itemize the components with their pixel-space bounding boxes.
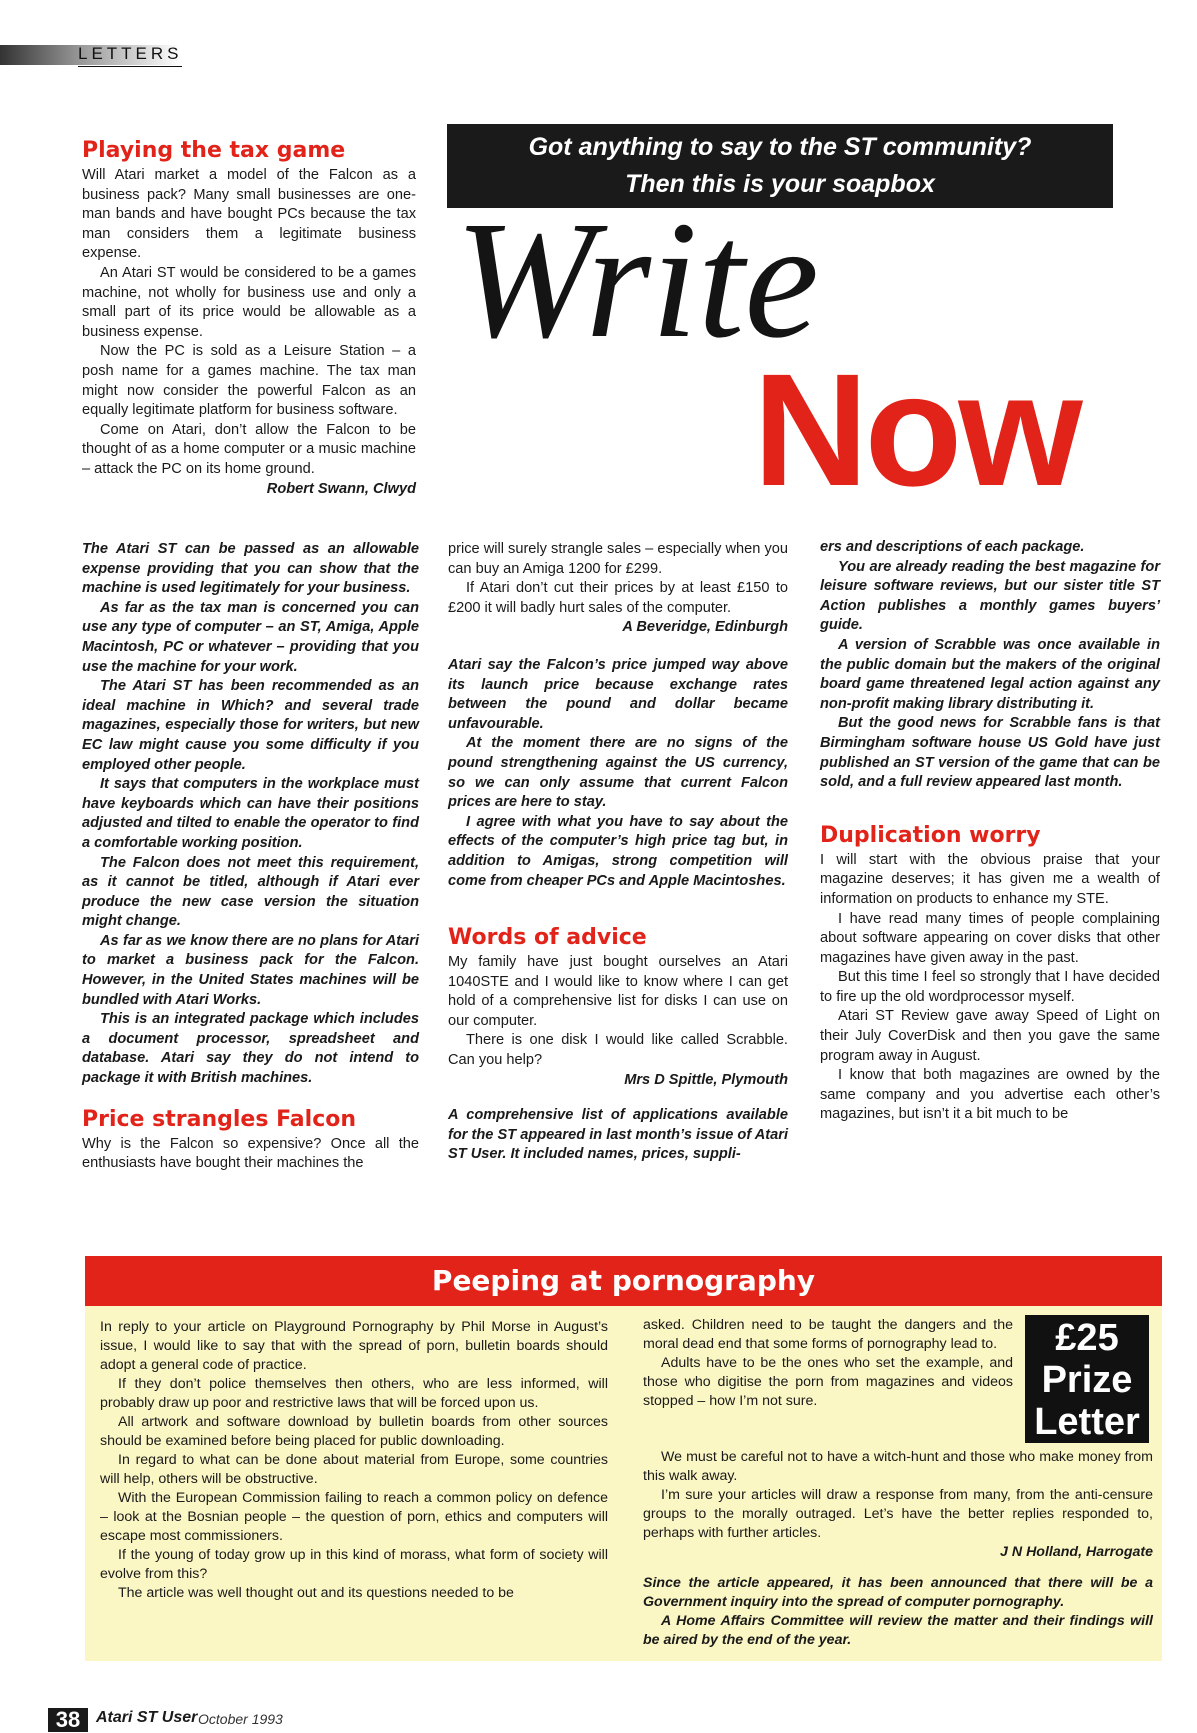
- letter-price-cont: [448, 540, 788, 1165]
- reply-tax: [82, 540, 419, 1174]
- letter-heading: Words of advice: [448, 925, 647, 951]
- letter-paragraph: We must be careful not to have a witch-hunt and those who make money from this walk away.: [643, 1449, 1153, 1484]
- letter-signature: A Beveridge, Edinburgh: [622, 619, 788, 636]
- letter-paragraph: The article was well thought out and its questions needed to be: [118, 1585, 514, 1601]
- prize-badge: [1025, 1315, 1149, 1443]
- editor-reply: This is an integrated package which includes a document processor, spreadsheet and database. Atari say they do not intend to package it with British machines.: [82, 1011, 419, 1087]
- section-label: LETTERS: [78, 44, 183, 63]
- prize-letter-left: [100, 1318, 608, 1603]
- editor-reply: I agree with what you have to say about the effects of the computer’s high price tag but, in addition to Amigas, strong competition will come from cheaper PCs and Apple Macintoshes.: [448, 813, 788, 889]
- letter-paragraph: Now the PC is sold as a Leisure Station – a posh name for a games machine. The tax man might now consider the powerful Falcon as an equally legitimate platform for business software.: [82, 343, 416, 419]
- editor-reply: It says that computers in the workplace must have keyboards which can have their positions adjusted and tilted to enable the operator to find a comfortable working position.: [82, 776, 419, 851]
- letter-signature: Robert Swann, Clwyd: [266, 480, 416, 497]
- prize-label: Letter: [1034, 1401, 1140, 1443]
- section-rule: [78, 66, 182, 67]
- letter-heading: Playing the tax game: [82, 138, 346, 163]
- editor-reply: Atari say the Falcon’s price jumped way above its launch price because exchange rates between the pound and dollar became unfavourable.: [448, 656, 788, 732]
- letter-signature: J N Holland, Harrogate: [1000, 1544, 1153, 1560]
- editor-reply: But the good news for Scrabble fans is that Birmingham software house US Gold have just published an ST version of the game that can be sold, and a full review appeared last month.: [820, 715, 1160, 791]
- title-write: Write: [455, 187, 819, 373]
- letter-paragraph: I will start with the obvious praise that your magazine deserves; it has given me a wealth of information on products to enhance my STE.: [820, 851, 1160, 907]
- letter-paragraph: My family have just bought ourselves an Atari 1040STE and I would like to know where I can get hold of a comprehensive list for disks I can use on our computer.: [448, 954, 788, 1029]
- letter-paragraph: asked. Children need to be taught the dangers and the moral dead end that some forms of pornography lead to.: [643, 1317, 1013, 1352]
- letter-paragraph: I have read many times of people complaining about software appearing on cover disks that other magazines have given away in the past.: [820, 910, 1160, 966]
- letter-paragraph: If they don’t police themselves then others, who are less informed, will probably draw up poor and restrictive laws that will be forced upon us.: [100, 1376, 608, 1411]
- magazine-name: Atari ST User: [96, 1709, 198, 1726]
- letter-tax: [82, 138, 416, 499]
- editor-reply: ers and descriptions of each package.: [820, 539, 1085, 555]
- letter-paragraph: Why is the Falcon so expensive? Once all the enthusiasts have bought their machines the: [82, 1135, 419, 1172]
- letter-heading: Duplication worry: [820, 822, 1041, 848]
- letter-paragraph: With the European Commission failing to reach a common policy on defence – look at the Bosnian people – the question of porn, ethics and computers will escape most commissioners.: [100, 1490, 608, 1544]
- editor-reply: The Falcon does not meet this requirement, as it cannot be titled, although if Atari ever produce the new case version the situation might change.: [82, 854, 419, 930]
- prize-letter-heading: Peeping at pornography: [85, 1256, 1162, 1306]
- letter-paragraph: In regard to what can be done about material from Europe, some countries will help, others will be obstructive.: [100, 1452, 608, 1487]
- letter-signature: Mrs D Spittle, Plymouth: [624, 1071, 788, 1088]
- letter-paragraph: Atari ST Review gave away Speed of Light on their July CoverDisk and then you gave the same program away in August.: [820, 1008, 1160, 1064]
- editor-reply: The Atari ST can be passed as an allowable expense providing that you can show that the machine is used legitimately for your business.: [82, 541, 419, 597]
- editor-reply: A comprehensive list of applications available for the ST appeared in last month’s issue of Atari ST User. It included names, prices, suppli-: [448, 1107, 788, 1163]
- letter-paragraph: An Atari ST would be considered to be a games machine, not wholly for business use and only a small part of its price would be allowable as a business expense.: [82, 264, 416, 340]
- issue-date: October 1993: [198, 1711, 283, 1727]
- prize-letter-right: [643, 1448, 1153, 1650]
- title-now: Now: [753, 340, 1079, 519]
- letter-paragraph: In reply to your article on Playground Pornography by Phil Morse in August’s issue, I would like to say that with the spread of porn, bulletin boards should adopt a general code of practice.: [100, 1319, 608, 1373]
- editor-reply: As far as the tax man is concerned you can use any type of computer – an ST, Amiga, Apple Macintosh, PC or whatever – providing that you use the machine for your work.: [82, 599, 419, 675]
- editor-reply: At the moment there are no signs of the pound strengthening against the US currency, so we can only assume that current Falcon prices are here to stay.: [448, 735, 788, 811]
- prize-label: Prize: [1041, 1359, 1133, 1401]
- prize-amount: £25: [1055, 1317, 1119, 1359]
- letter-paragraph: Will Atari market a model of the Falcon as a business pack? Many small businesses are one-man bands and have bought PCs because the tax man considers them a legitimate business expense.: [82, 167, 416, 262]
- letter-paragraph: price will surely strangle sales – especially when you can buy an Amiga 1200 for £299.: [448, 541, 788, 577]
- letter-paragraph: Adults have to be the ones who set the example, and those who digitise the porn from magazines and videos stopped – how I’m not sure.: [643, 1355, 1013, 1409]
- banner-line-2: Then this is your soapbox: [625, 170, 935, 198]
- page-number: 38: [48, 1708, 88, 1732]
- letter-paragraph: There is one disk I would like called Scrabble. Can you help?: [448, 1032, 788, 1069]
- reply-advice-cont: [820, 538, 1160, 1125]
- editor-reply: Since the article appeared, it has been announced that there will be a Government inquiry into the spread of computer pornography.: [643, 1575, 1153, 1610]
- editor-reply: The Atari ST has been recommended as an ideal machine in Which? and several trade magazines, especially those for writers, but new EC law might cause you some difficulty if you employed other people.: [82, 678, 419, 773]
- letter-heading: Price strangles Falcon: [82, 1106, 357, 1132]
- editor-reply: As far as we know there are no plans for Atari to market a business pack for the Falcon. However, in the United States machines will be bundled with Atari Works.: [82, 932, 419, 1008]
- banner-line-1: Got anything to say to the ST community?: [528, 133, 1032, 161]
- letter-paragraph: If Atari don’t cut their prices by at least £150 to £200 it will badly hurt sales of the computer.: [448, 580, 788, 616]
- letter-paragraph: Come on Atari, don’t allow the Falcon to be thought of as a home computer or a music machine – attack the PC on its home ground.: [82, 421, 416, 477]
- letter-paragraph: But this time I feel so strongly that I have decided to fire up the old wordprocessor myself.: [820, 969, 1160, 1005]
- letter-paragraph: If the young of today grow up in this kind of morass, what form of society will evolve from this?: [100, 1547, 608, 1582]
- editor-reply: You are already reading the best magazine for leisure software reviews, but our sister title ST Action publishes a monthly games buyers’ guide.: [820, 558, 1160, 634]
- letter-paragraph: All artwork and software download by bulletin boards from other sources should be examined before being placed for public downloading.: [100, 1414, 608, 1449]
- letter-paragraph: I’m sure your articles will draw a response from many, from the anti-censure groups to the morally outraged. Let’s have the better replies responded to, perhaps with further articles.: [643, 1487, 1153, 1541]
- letter-paragraph: I know that both magazines are owned by the same company and you advertise each other’s magazines, but isn’t it a bit much to be: [820, 1067, 1160, 1123]
- prize-letter-right-top: [643, 1316, 1013, 1411]
- editor-reply: A version of Scrabble was once available in the public domain but the makers of the original board game threatened legal action against any non-profit making library distributing it.: [820, 636, 1160, 712]
- editor-reply: A Home Affairs Committee will review the matter and their findings will be aired by the end of the year.: [643, 1613, 1153, 1648]
